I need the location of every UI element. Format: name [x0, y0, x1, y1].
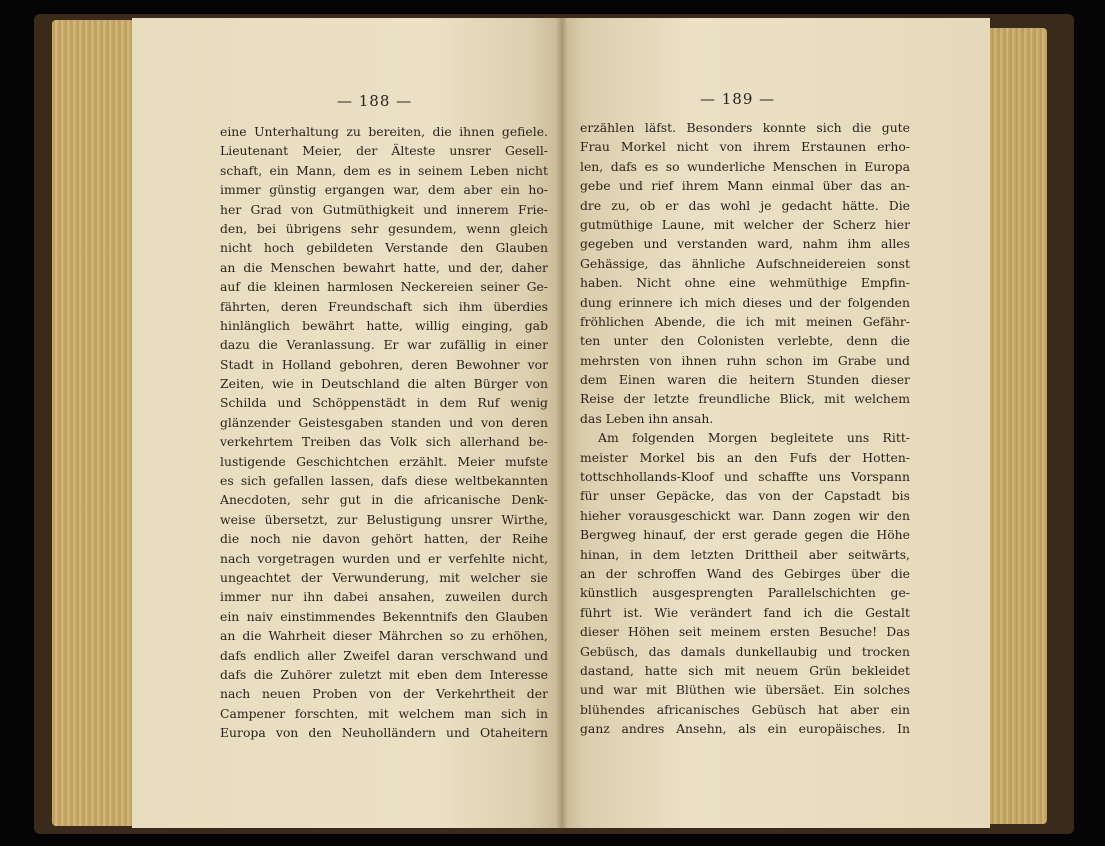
text-line: das Leben ihn ansah. — [580, 410, 714, 426]
text-line: Gebüsch, das damals dunkellaubig und trocken — [580, 643, 910, 659]
text-line: gutmüthige Laune, mit welcher der Scherz hier — [580, 216, 910, 232]
text-line: dastand, hatte sich mit neuem Grün bekleidet — [580, 662, 910, 678]
text-line: Campener forschten, mit welchem man sich in — [220, 705, 548, 721]
text-line: den, bei übrigens sehr gesundem, wenn gleich — [220, 220, 548, 236]
text-line: weise übersetzt, zur Belustigung unsrer Wirthe, — [220, 511, 548, 527]
text-line: schaft, ein Mann, dem es in seinem Leben nicht — [220, 162, 548, 178]
text-line: len, dafs es so wunderliche Menschen in Europa — [580, 158, 910, 174]
text-line: meister Morkel bis an den Fufs der Hotten- — [580, 449, 910, 465]
text-line: Schilda und Schöppenstädt in dem Ruf wenig — [220, 395, 548, 411]
text-line: Stadt in Holland gebohren, deren Bewohner vor — [220, 356, 548, 372]
page-number-right: — 189 — — [700, 90, 776, 108]
text-line: glänzender Geistesgaben standen und von deren — [220, 414, 548, 430]
text-line: dem Einen waren die heitern Stunden dieser — [580, 372, 910, 388]
text-line: hinan, in dem letzten Drittheil aber seitwärts, — [580, 546, 910, 562]
text-line: dieser Höhen seit meinem ersten Besuche! Das — [580, 624, 910, 640]
page-edges-right — [985, 28, 1047, 824]
text-line: für unser Gepäcke, das von der Capstadt bis — [580, 488, 910, 504]
left-page — [132, 18, 562, 828]
right-page-text — [580, 118, 910, 739]
text-line: tottschhollands-Kloof und schaffte uns Vorspann — [580, 469, 910, 485]
page-edges-left — [52, 20, 140, 826]
text-line: Am folgenden Morgen begleitete uns Ritt- — [598, 430, 910, 446]
text-line: Frau Morkel nicht von ihrem Erstaunen erho- — [580, 139, 910, 155]
text-line: dafs die Zuhörer zuletzt mit eben dem Interesse — [220, 666, 548, 682]
text-line: dazu die Veranlassung. Er war zufällig in einer — [220, 337, 548, 353]
text-line: Lieutenant Meier, der Älteste unsrer Gesell- — [220, 143, 548, 159]
text-line: und war mit Blüthen wie übersäet. Ein solches — [580, 682, 910, 698]
text-line: nicht hoch gebildeten Verstande den Glauben — [220, 240, 548, 256]
text-line: Bergweg hinauf, der erst gerade gegen die Höhe — [580, 527, 910, 543]
text-line: mehrsten von ihnen ruhn schon im Grabe und — [580, 352, 910, 368]
text-line: hieher vorausgeschickt war. Dann zogen wir den — [580, 507, 910, 523]
text-line: blühendes africanisches Gebüsch hat aber ein — [580, 701, 910, 717]
text-line: gegeben und verstanden ward, nahm ihm alles — [580, 236, 910, 252]
text-line: lustigende Geschichtchen erzählt. Meier mufste — [220, 453, 548, 469]
page-number-left: — 188 — — [337, 92, 413, 110]
text-line: Anecdoten, sehr gut in die africanische Denk- — [220, 492, 548, 508]
text-line: ein naiv einstimmendes Bekenntnifs den Glauben — [220, 608, 548, 624]
text-line: führt ist. Wie verändert fand ich die Gestalt — [580, 604, 910, 620]
text-line: hinlänglich bewährt hatte, willig einging, gab — [220, 317, 548, 333]
text-line: gebe und rief ihrem Mann einmal über das an- — [580, 178, 910, 194]
text-line: ungeachtet der Verwunderung, mit welcher sie — [220, 569, 548, 585]
text-line: verkehrtem Treiben das Volk sich allerhand be- — [220, 434, 548, 450]
left-page-text — [220, 122, 548, 743]
text-line: erzählen läfst. Besonders konnte sich die gute — [580, 120, 910, 135]
text-line: Zeiten, wie in Deutschland die alten Bürger von — [220, 376, 548, 392]
text-line: Reise der letzte freundliche Blick, mit welchem — [580, 391, 910, 407]
text-line: haben. Nicht ohne eine wehmüthige Empfin- — [580, 275, 910, 291]
text-line: immer nur ihn dabei ansahen, zuweilen durch — [220, 589, 548, 605]
text-line: fährten, deren Freundschaft sich ihm überdies — [220, 298, 548, 314]
text-line: nach neuen Proben von der Verkehrtheit der — [220, 686, 548, 702]
text-line: die noch nie davon gehört hatten, der Reihe — [220, 531, 548, 547]
text-line: auf die kleinen harmlosen Neckereien seiner Ge- — [220, 279, 548, 295]
text-line: an der schroffen Wand des Gebirges über die — [580, 565, 910, 581]
book-gutter — [556, 18, 568, 828]
text-line: dung erinnere ich mich dieses und der folgenden — [580, 294, 910, 310]
text-line: eine Unterhaltung zu bereiten, die ihnen gefiele. — [220, 124, 548, 139]
text-line: an die Menschen bewahrt hatte, und der, daher — [220, 259, 548, 275]
text-line: es sich gefallen lassen, dafs diese weltbekannten — [220, 473, 548, 489]
text-line: dafs endlich aller Zweifel daran verschwand und — [220, 647, 548, 663]
text-line: Gehässige, das ähnliche Aufschneidereien sonst — [580, 255, 910, 271]
right-page — [562, 18, 990, 828]
text-line: immer günstig ergangen war, dem aber ein ho- — [220, 182, 548, 198]
text-line: her Grad von Gutmüthigkeit und innerem Frie- — [220, 201, 548, 217]
text-line: dre zu, ob er das wohl je gedacht hätte. Die — [580, 197, 910, 213]
text-line: künstlich ausgesprengten Parallelschichten ge- — [580, 585, 910, 601]
text-line: Europa von den Neuholländern und Otaheitern — [220, 725, 548, 741]
text-line: fröhlichen Abende, die ich mit meinen Gefähr- — [580, 313, 910, 329]
text-line: ganz andres Ansehn, als ein europäisches. In — [580, 721, 910, 737]
text-line: an die Wahrheit dieser Mährchen so zu erhöhen, — [220, 628, 548, 644]
text-line: nach vorgetragen wurden und er verfehlte nicht, — [220, 550, 548, 566]
text-line: ten unter den Colonisten verlebte, denn die — [580, 333, 910, 349]
